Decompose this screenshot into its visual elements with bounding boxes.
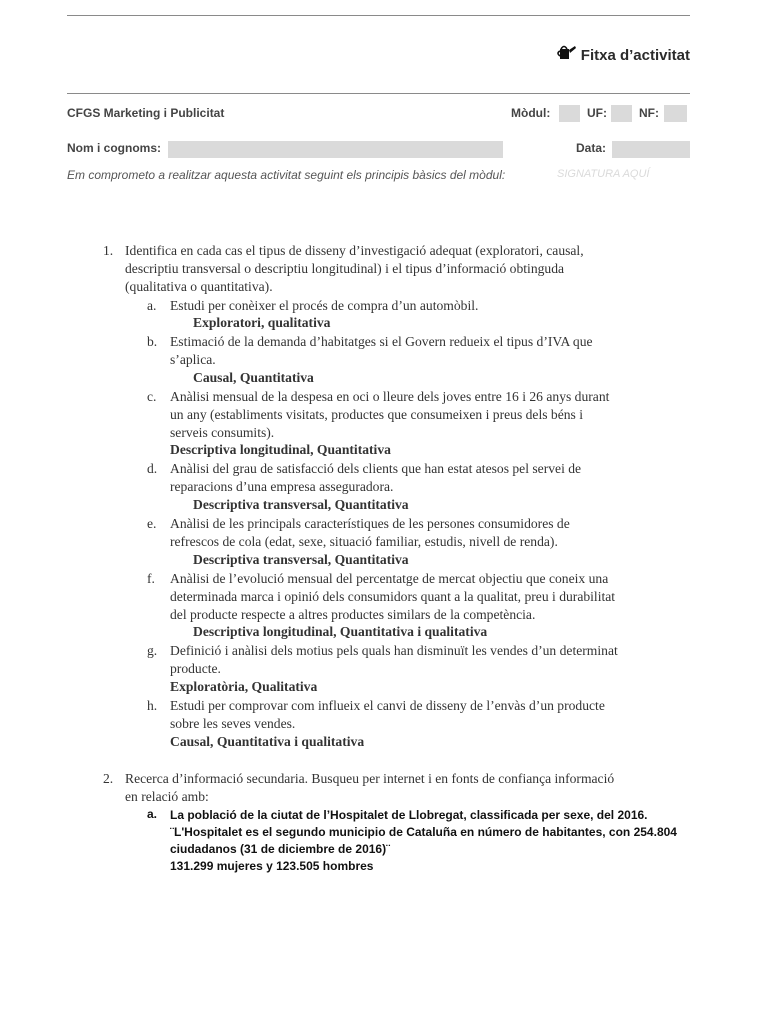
- header-rule: [67, 93, 690, 94]
- answer-a: Exploratori, qualitativa: [193, 315, 331, 330]
- item-text: [170, 388, 702, 443]
- item-line: sobre les seves vendes.: [170, 716, 296, 732]
- item-letter: c.: [147, 389, 157, 404]
- course-label: CFGS Marketing i Publicitat: [67, 106, 225, 120]
- item-2a-text: [170, 807, 690, 875]
- item-letter: e.: [147, 516, 157, 531]
- nf-field[interactable]: [664, 105, 687, 122]
- question-text: [125, 770, 700, 806]
- uf-label: UF:: [587, 106, 607, 120]
- item-letter: a.: [147, 298, 157, 313]
- item-line: Estudi per conèixer el procés de compra d’un automòbil.: [170, 298, 479, 313]
- question-text: [125, 242, 700, 297]
- item-letter: h.: [147, 698, 158, 713]
- item-letter: g.: [147, 643, 158, 658]
- item-line: un any (establiments visitats, productes que consumeixen i preus dels béns i: [170, 407, 584, 423]
- item-line: La població de la ciutat de l’Hospitalet de Llobregat, classificada per sexe, del 2016.: [170, 808, 648, 822]
- item-text: [170, 297, 702, 315]
- item-line: Anàlisi de l’evolució mensual del percentatge de mercat objectiu que coneix una: [170, 571, 609, 586]
- title-text: Fitxa d’activitat: [580, 47, 690, 64]
- item-text: [170, 515, 702, 551]
- question-line: en relació amb:: [125, 789, 209, 805]
- answer-e: Descriptiva transversal, Quantitativa: [193, 552, 409, 567]
- item-text: [170, 570, 702, 625]
- date-label: Data:: [576, 141, 607, 155]
- item-line: Estudi per comprovar com influeix el canvi de disseny de l’envàs d’un producte: [170, 698, 605, 713]
- item-line: Anàlisi de les principals característiques de les persones consumidores de: [170, 516, 570, 531]
- item-line: ¨L'Hospitalet es el segundo municipio de Cataluña en número de habitantes, con 254.804: [170, 825, 677, 839]
- answer-c: Descriptiva longitudinal, Quantitativa: [170, 442, 391, 457]
- uf-field[interactable]: [611, 105, 632, 122]
- modul-label: Mòdul:: [511, 106, 551, 120]
- watering-can-icon: [555, 45, 577, 66]
- name-label: Nom i cognoms:: [67, 141, 162, 155]
- item-line: del producte respecte a altres productes similars de la competència.: [170, 607, 536, 623]
- answer-d: Descriptiva transversal, Quantitativa: [193, 497, 409, 512]
- pledge-text: Em comprometo a realitzar aquesta activitat seguint els principis bàsics del mòdul:: [67, 168, 506, 182]
- item-text: [170, 697, 702, 733]
- item-line: Definició i anàlisi dels motius pels quals han disminuït les vendes d’un determinat: [170, 643, 618, 658]
- item-line: reparacions d’una empresa asseguradora.: [170, 479, 394, 495]
- question-line: descriptiu transversal o descriptiu longitudinal) i el tipus d’informació obtinguda: [125, 261, 565, 277]
- top-rule: [67, 15, 690, 16]
- answer-b: Causal, Quantitativa: [193, 370, 314, 385]
- item-letter: f.: [147, 571, 155, 586]
- activity-title: [555, 45, 690, 66]
- item-line: Estimació de la demanda d’habitatges si el Govern redueix el tipus d’IVA que: [170, 334, 593, 349]
- item-line: determinada marca i opinió dels consumidors quant a la qualitat, preu i durabilitat: [170, 589, 616, 605]
- item-text: [170, 642, 702, 678]
- question-line: Identifica en cada cas el tipus de disseny d’investigació adequat (exploratori, causal,: [125, 243, 584, 258]
- question-number: 2.: [103, 771, 114, 786]
- date-field[interactable]: [612, 141, 690, 158]
- item-line: s’aplica.: [170, 352, 216, 368]
- item-letter: d.: [147, 461, 158, 476]
- item-line: Anàlisi mensual de la despesa en oci o lleure dels joves entre 16 i 26 anys durant: [170, 389, 610, 404]
- name-field[interactable]: [168, 141, 503, 158]
- item-letter: a.: [147, 807, 158, 821]
- question-line: Recerca d’informació secundaria. Busqueu per internet i en fonts de confiança informació: [125, 771, 615, 786]
- item-line: Anàlisi del grau de satisfacció dels clients que han estat atesos pel servei de: [170, 461, 582, 476]
- item-line: producte.: [170, 661, 221, 677]
- item-line: 131.299 mujeres y 123.505 hombres: [170, 859, 374, 873]
- question-line: (qualitativa o quantitativa).: [125, 279, 273, 295]
- answer-g: Exploratòria, Qualitativa: [170, 679, 318, 694]
- answer-f: Descriptiva longitudinal, Quantitativa i qualitativa: [193, 624, 488, 639]
- answer-h: Causal, Quantitativa i qualitativa: [170, 734, 365, 749]
- item-line: serveis consumits).: [170, 425, 275, 441]
- item-line: ciudadanos (31 de diciembre de 2016)¨: [170, 842, 391, 856]
- item-text: [170, 460, 702, 496]
- nf-label: NF:: [639, 106, 659, 120]
- item-letter: b.: [147, 334, 158, 349]
- item-text: [170, 333, 702, 369]
- question-number: 1.: [103, 243, 114, 258]
- modul-field[interactable]: [559, 105, 580, 122]
- signature-field[interactable]: SIGNATURA AQUÍ: [557, 168, 650, 180]
- item-line: refrescos de cola (edat, sexe, situació familiar, estudis, nivell de renda).: [170, 534, 558, 550]
